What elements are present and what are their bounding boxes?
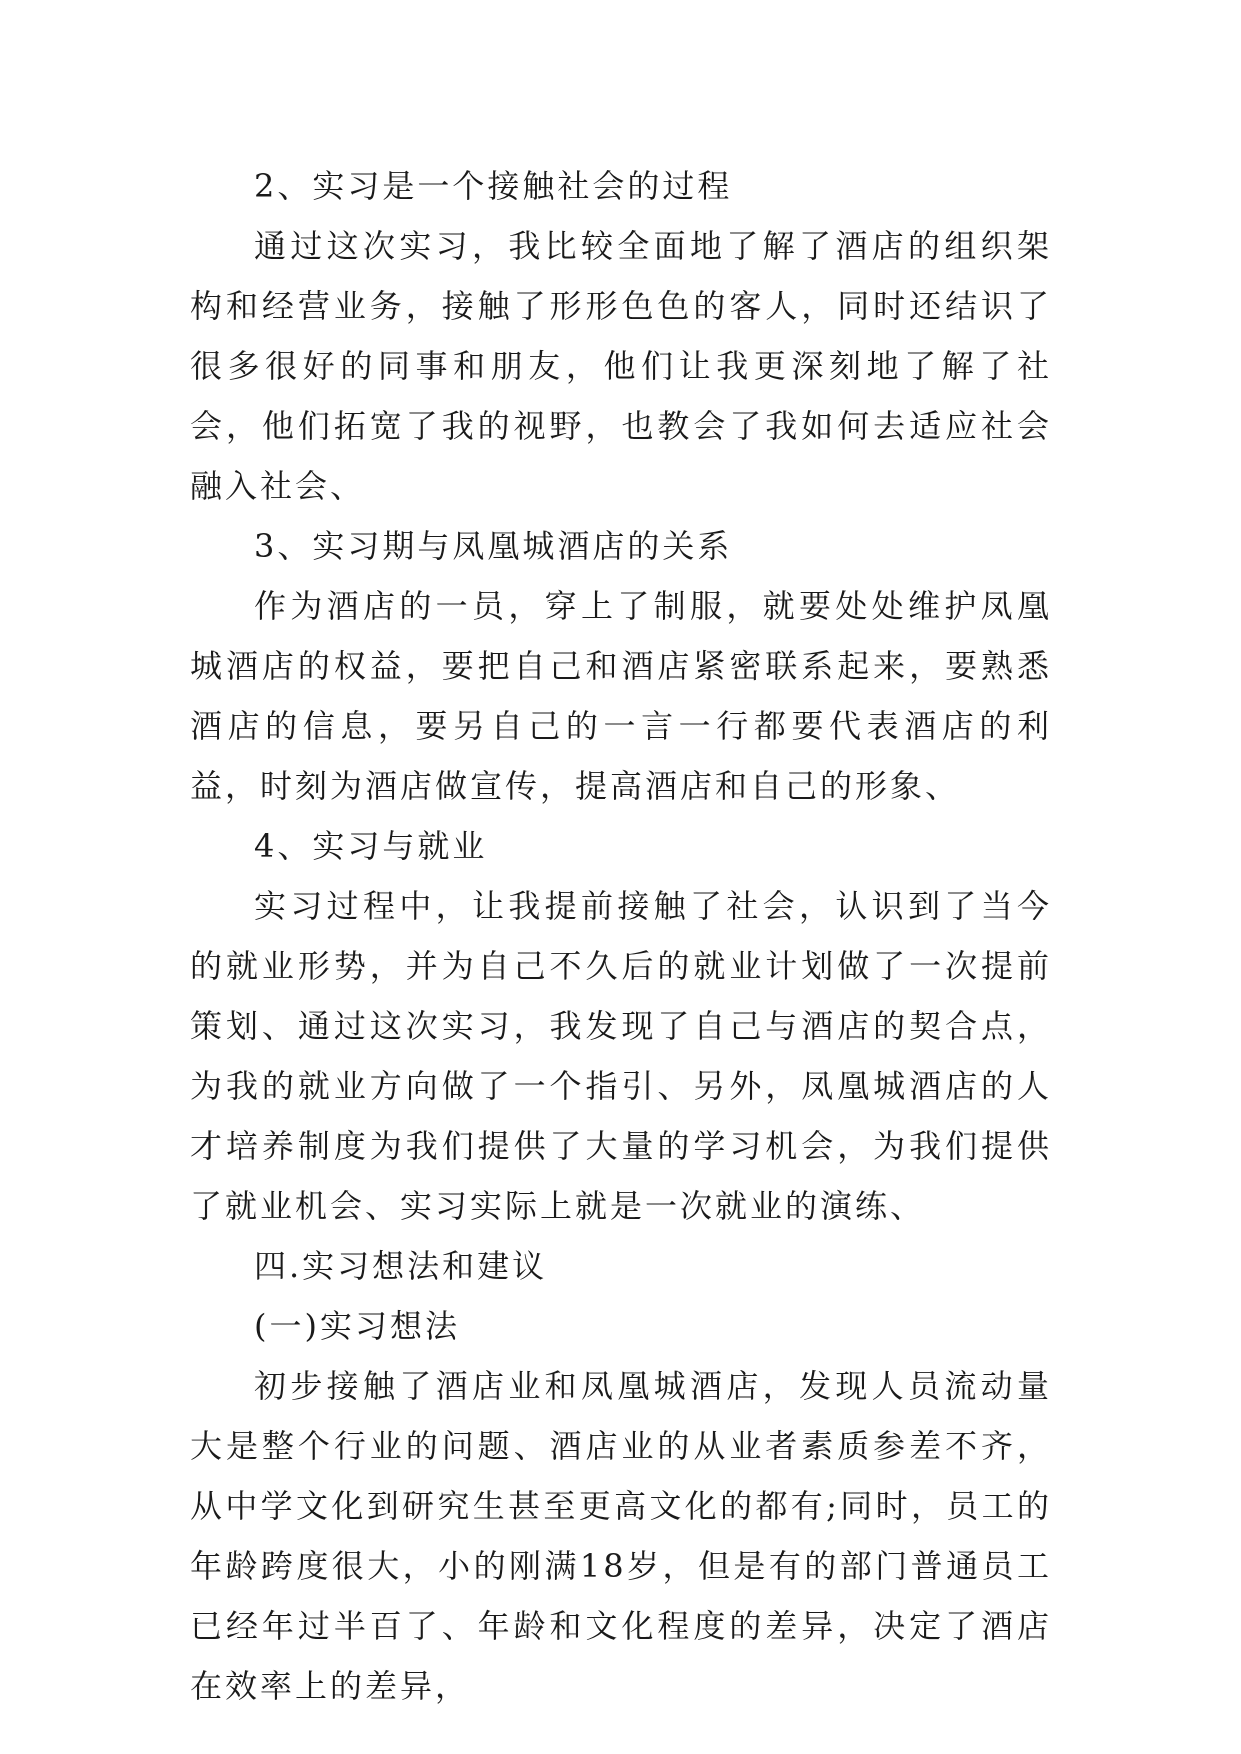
subsection-heading-1: (一)实习想法 [254, 1307, 460, 1345]
body-paragraph-employment: 实习过程中，让我提前接触了社会，认识到了当今的就业形势，并为自己不久后的就业计划做了一次提前策划、通过这次实习，我发现了自己与酒店的契合点，为我的就业方向做了一个指引、另外，凤凰城酒店的人才培养制度为我们提供了大量的学习机会，为我们提供了就业机会、实习实际上就是一次就业的演练、 [190, 887, 1052, 1225]
body-paragraph-thoughts: 初步接触了酒店业和凤凰城酒店，发现人员流动量大是整个行业的问题、酒店业的从业者素质参差不齐，从中学文化到研究生甚至更高文化的都有;同时，员工的年龄跨度很大，小的刚满18岁，但是有的部门普通员工已经年过半百了、年龄和文化程度的差异，决定了酒店在效率上的差异， [190, 1367, 1052, 1705]
body-paragraph-hotel-relationship: 作为酒店的一员，穿上了制服，就要处处维护凤凰城酒店的权益，要把自己和酒店紧密联系起来，要熟悉酒店的信息，要另自己的一言一行都要代表酒店的利益，时刻为酒店做宣传，提高酒店和自己的形象、 [190, 587, 1052, 805]
chapter-heading-4: 四.实习想法和建议 [254, 1247, 548, 1285]
body-paragraph-social-contact: 通过这次实习，我比较全面地了解了酒店的组织架构和经营业务，接触了形形色色的客人，同时还结识了很多很好的同事和朋友，他们让我更深刻地了解了社会，他们拓宽了我的视野，也教会了我如何去适应社会融入社会、 [190, 227, 1052, 505]
section-heading-4: 4、实习与就业 [254, 827, 488, 865]
section-heading-3: 3、实习期与凤凰城酒店的关系 [254, 527, 733, 565]
section-heading-2: 2、实习是一个接触社会的过程 [254, 167, 733, 205]
document-body [190, 156, 1052, 1716]
